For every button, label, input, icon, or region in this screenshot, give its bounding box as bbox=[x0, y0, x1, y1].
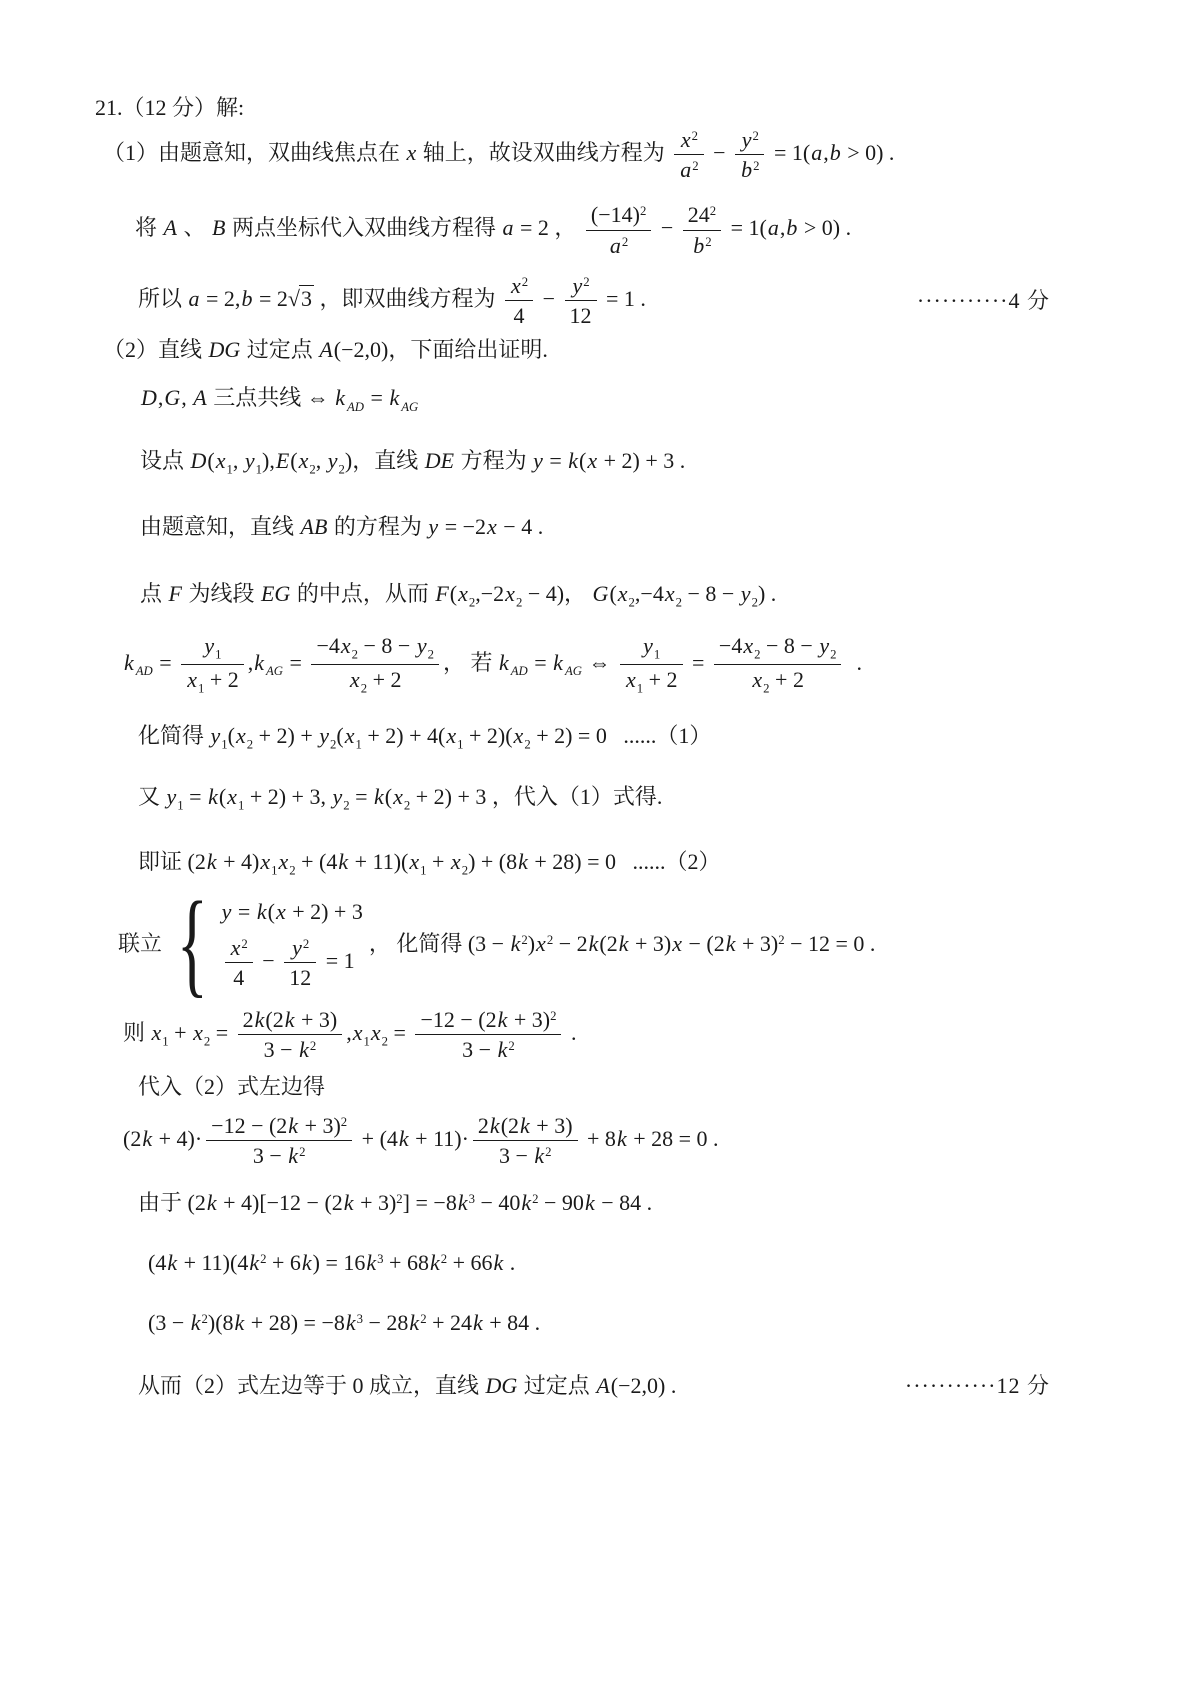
line-text: k $_{AD}$ = $\frac{y_1}{x_1 + 2}$ ,k $_{AG}$ = $\frac{-4x_2 - 8 - y_2}{x_2 + 2}$ ， 若 k $_{AD}$ = k $_{AG}$ ⇔ $\frac{y_1}{x_1 + 2}$ = $\frac{-4x_2 - 8 - y_2}{x_2 + 2}$ . bbox=[124, 632, 862, 696]
line-text: 从而（2）式左边等于 0 成立，直线 DG 过定点 A(−2,0) . bbox=[138, 1372, 677, 1398]
solution-line-to-prove-eq2 bbox=[138, 847, 1200, 880]
solution-line-expand-term2 bbox=[148, 1248, 1200, 1278]
line-text: 设点 $D(x_1$, $y_1),E(x_2$, $y_2$)，直线 DE 方程为 y = k(x + 2) + 3 . bbox=[140, 448, 686, 477]
line-text: 即证 $(2k + 4)x_1x_2 + (4k + 11)(x_1 + x_2) + (8k + 28) = 0$ ......（2） bbox=[138, 849, 721, 879]
line-text: 又 $y_1 = k(x_1 + 2) + 3$, $y_2 = k(x_2 + 2) + 3$ ，代入（1）式得. bbox=[138, 784, 663, 814]
solution-line-system bbox=[118, 877, 1200, 1009]
solution-line-midpoint-f bbox=[140, 579, 1200, 612]
line-text: （2）直线 DG 过定点 A(−2,0)，下面给出证明. bbox=[103, 337, 548, 363]
solution-line-part2-claim bbox=[103, 335, 1200, 365]
system-equations bbox=[221, 897, 363, 990]
solution-line-expanded-sum bbox=[123, 1113, 1200, 1169]
score-marker-4pts: ···········4 分 bbox=[916, 287, 1050, 313]
line-text: (2k + 4)· $\frac{-12 - (2k + 3)^2}{3 - k^2}$ + (4k + 11)· $\frac{2k(2k + 3)}{3 - k^2}$ + 8k + 28 = 0 . bbox=[123, 1113, 719, 1169]
line-text: $(4k + 11)(4k^2 + 6k) = 16k^3 + 68k^2 + 66k$ . bbox=[148, 1250, 516, 1276]
line-text: 由题意知，直线 AB 的方程为 y = −2x − 4 . bbox=[140, 514, 544, 540]
solution-line-part1-setup bbox=[103, 127, 1200, 183]
solution-line-simplify-eq1 bbox=[138, 721, 1200, 754]
solution-line-substitute-ab bbox=[135, 202, 1200, 258]
line-text: 代入（2）式左边得 bbox=[138, 1074, 326, 1100]
system-eq2: $\frac{x^2}{4}$ − $\frac{y^2}{12}$ = 1 bbox=[221, 935, 355, 991]
solution-line-slopes bbox=[123, 633, 1200, 697]
line-text: 点 F 为线段 EG 的中点，从而 $F(x_2,-2x_2 - 4)$， $G(x_2,-4x_2 - 8 - y_2)$ . bbox=[140, 580, 777, 610]
solution-line-expand-term1 bbox=[138, 1188, 1200, 1218]
system-eq1: y = k(x + 2) + 3 bbox=[221, 898, 363, 924]
score-marker-12pts: ···········12 分 bbox=[904, 1372, 1050, 1398]
solution-line-expand-term3 bbox=[148, 1308, 1200, 1338]
problem-header bbox=[95, 93, 1200, 123]
line-text: 则 $x_1 + x_2$ = $\frac{2k(2k + 3)}{3 - k^2}$ $,x_1x_2$ = $\frac{-12 - (2k + 3)^2}{3 - k^2}$ . bbox=[123, 1006, 577, 1063]
line-text: 由于 $(2k + 4)[-12 - (2k + 3)^2] = -8k^3 - 40k^2 - 90k - 84$ . bbox=[138, 1189, 653, 1215]
solution-line-define-points bbox=[140, 446, 1200, 479]
solution-line-vieta bbox=[123, 1007, 1200, 1063]
problem-header-text: 21.（12 分）解: bbox=[95, 95, 245, 120]
line-text: 所以 a = 2,b = 2√3 ，即双曲线方程为 $\frac{x^2}{4}$ − $\frac{y^2}{12}$ = 1 . bbox=[138, 272, 646, 329]
system-suffix: ， 化简得 $(3 - k^2)x^2 - 2k(2k + 3)x - (2k + 3)^2 - 12 = 0$ . bbox=[368, 930, 876, 956]
solution-line-substitute-y bbox=[138, 782, 1200, 815]
line-text: （1）由题意知，双曲线焦点在 x 轴上，故设双曲线方程为 $\frac{x^2}{a^2}$ − $\frac{y^2}{b^2}$ = 1(a,b > 0) . bbox=[103, 126, 895, 182]
solution-line-substitute-left-side bbox=[138, 1072, 1200, 1102]
solution-line-ab-equation bbox=[140, 512, 1200, 542]
line-text: D,G, A 三点共线 ⇔ k $_{AD}$ = k $_{AG}$ bbox=[141, 385, 419, 414]
line-text: 化简得 $y_1(x_2 + 2) + y_2(x_1 + 2) + 4(x_1 + 2)(x_2 + 2) = 0$ ......（1） bbox=[138, 722, 712, 752]
system-prefix: 联立 bbox=[118, 930, 163, 956]
line-text: $(3 - k^2)(8k + 28) = -8k^3 - 28k^2 + 24k + 84$ . bbox=[148, 1310, 541, 1336]
line-text: 将 A 、 B 两点坐标代入双曲线方程得 a = 2 ， $\frac{(-14)^2}{a^2}$ − $\frac{24^2}{b^2}$ = 1(a,b > 0) . bbox=[135, 202, 852, 258]
solution-line-collinear-condition bbox=[140, 383, 1200, 416]
solution-line-conclusion bbox=[138, 1371, 1200, 1401]
system-brace: { bbox=[176, 877, 208, 1009]
solution-line-hyperbola-result bbox=[138, 273, 1200, 329]
